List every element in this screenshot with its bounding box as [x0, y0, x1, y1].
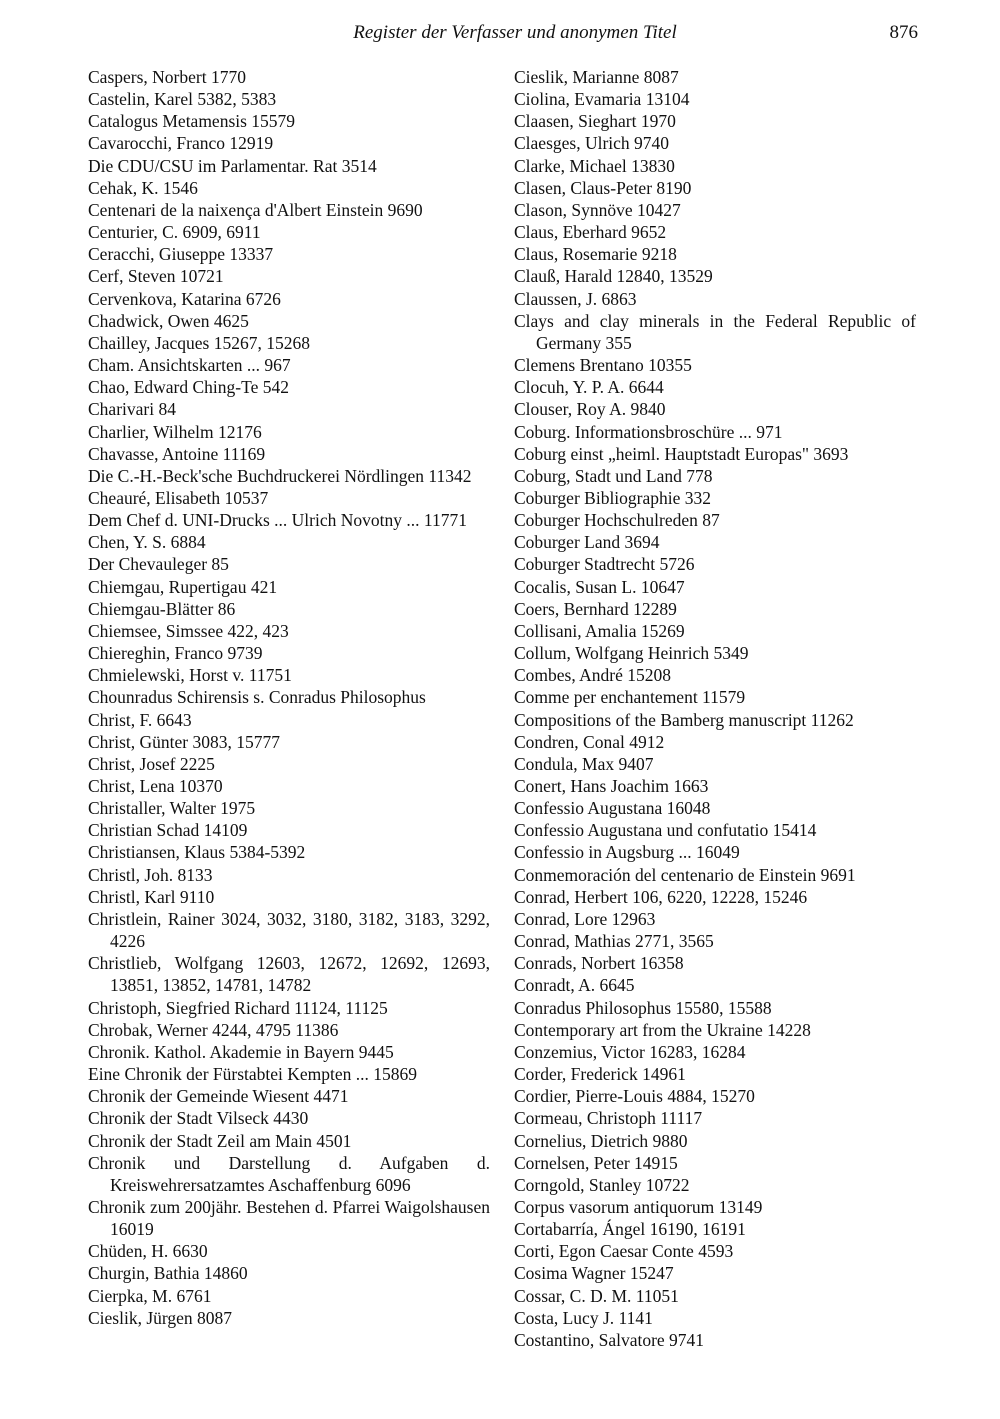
index-entry: Compositions of the Bamberg manuscript 11262 — [514, 709, 854, 730]
running-title: Register der Verfasser und anonymen Titel — [353, 22, 677, 43]
index-entry: Christ, Lena 10370 — [88, 776, 223, 796]
index-entry: Cheauré, Elisabeth 10537 — [88, 487, 269, 508]
index-entry: Christoph, Siegfried Richard 11124, 11125 — [88, 997, 388, 1018]
index-entry: Condren, Conal 4912 — [514, 731, 665, 752]
index-entry: Chounradus Schirensis s. Conradus Philosophus — [88, 687, 426, 708]
index-entry: Conert, Hans Joachim 1663 — [514, 776, 709, 796]
index-entry: Ceracchi, Giuseppe 13337 — [88, 244, 274, 265]
index-entry: Coburger Stadtrecht 5726 — [514, 554, 695, 575]
index-entry: Conrads, Norbert 16358 — [514, 953, 684, 974]
index-entry: Cormeau, Christoph 11117 — [514, 1108, 703, 1129]
index-entry: Conrad, Lore 12963 — [514, 908, 656, 929]
index-entry: Caspers, Norbert 1770 — [88, 67, 246, 87]
index-entry: Chiemgau, Rupertigau 421 — [88, 576, 278, 597]
index-entry: Chronik. Kathol. Akademie in Bayern 9445 — [88, 1041, 394, 1062]
index-entry: Chronik der Stadt Vilseck 4430 — [88, 1108, 309, 1129]
right-index-column — [514, 66, 916, 1351]
index-entry: Christiansen, Klaus 5384-5392 — [88, 842, 306, 863]
index-entry: Dem Chef d. UNI-Drucks ... Ulrich Novotny ... 11771 — [88, 510, 467, 531]
index-entry: Christ, F. 6643 — [88, 709, 192, 730]
index-entry: Cierpka, M. 6761 — [88, 1285, 212, 1306]
index-entry: Cocalis, Susan L. 10647 — [514, 576, 685, 597]
index-entry: Claus, Eberhard 9652 — [514, 222, 667, 243]
index-entry: Conzemius, Victor 16283, 16284 — [514, 1041, 746, 1062]
index-entry: Chronik der Gemeinde Wiesent 4471 — [88, 1086, 349, 1107]
index-entry: Chao, Edward Ching-Te 542 — [88, 377, 289, 398]
index-entry: Ciolina, Evamaria 13104 — [514, 89, 690, 110]
index-entry: Catalogus Metamensis 15579 — [88, 111, 296, 132]
index-entry: Christlieb, Wolfgang 12603, 12672, 12692, 12693, 13851, 13852, 14781, 14782 — [88, 953, 490, 996]
index-entry: Clauß, Harald 12840, 13529 — [514, 266, 713, 287]
index-entry: Chronik der Stadt Zeil am Main 4501 — [88, 1130, 352, 1151]
index-entry: Comme per enchantement 11579 — [514, 687, 746, 708]
index-entry: Coburger Land 3694 — [514, 532, 660, 553]
index-entry: Chiereghin, Franco 9739 — [88, 643, 263, 664]
index-entry: Chen, Y. S. 6884 — [88, 532, 206, 553]
index-entry: Christl, Karl 9110 — [88, 886, 215, 907]
index-entry: Chiemgau-Blätter 86 — [88, 598, 236, 619]
index-entry: Chavasse, Antoine 11169 — [88, 443, 266, 464]
index-entry: Clason, Synnöve 10427 — [514, 199, 681, 220]
index-entry: Cordier, Pierre-Louis 4884, 15270 — [514, 1086, 755, 1107]
index-entry: Cortabarría, Ángel 16190, 16191 — [514, 1219, 746, 1240]
index-entry: Clays and clay minerals in the Federal Republic of Germany 355 — [514, 310, 916, 353]
index-entry: Cieslik, Marianne 8087 — [514, 67, 679, 87]
index-entry: Charlier, Wilhelm 12176 — [88, 421, 262, 442]
index-entry: Coburger Hochschulreden 87 — [514, 510, 720, 531]
index-entry: Corngold, Stanley 10722 — [514, 1174, 690, 1195]
index-entry: Centurier, C. 6909, 6911 — [88, 222, 261, 243]
index-entry: Christlein, Rainer 3024, 3032, 3180, 3182, 3183, 3292, 4226 — [88, 908, 490, 952]
page-header — [88, 18, 918, 48]
index-entry: Chadwick, Owen 4625 — [88, 310, 249, 331]
index-entry: Clouser, Roy A. 9840 — [514, 399, 666, 420]
index-entry: Christ, Günter 3083, 15777 — [88, 731, 281, 752]
index-entry: Confessio Augustana und confutatio 15414 — [514, 820, 817, 841]
index-entry: Costa, Lucy J. 1141 — [514, 1307, 653, 1328]
index-entry: Chmielewski, Horst v. 11751 — [88, 665, 292, 686]
left-index-column — [88, 66, 490, 1329]
index-entry: Die C.-H.-Beck'sche Buchdruckerei Nördlingen 11342 — [88, 465, 472, 486]
index-entry: Die CDU/CSU im Parlamentar. Rat 3514 — [88, 155, 377, 176]
index-entry: Chiemsee, Simssee 422, 423 — [88, 620, 289, 641]
index-entry: Confessio Augustana 16048 — [514, 798, 711, 819]
index-entry: Coburg. Informationsbroschüre ... 971 — [514, 421, 783, 442]
index-entry: Chronik und Darstellung d. Aufgaben d. Kreiswehrersatzamtes Aschaffenburg 6096 — [88, 1152, 490, 1195]
index-entry: Cervenkova, Katarina 6726 — [88, 288, 281, 309]
index-entry: Clasen, Claus-Peter 8190 — [514, 177, 692, 198]
index-entry: Contemporary art from the Ukraine 14228 — [514, 1019, 811, 1040]
index-entry: Claussen, J. 6863 — [514, 288, 637, 309]
index-entry: Claasen, Sieghart 1970 — [514, 111, 676, 132]
index-entry: Claesges, Ulrich 9740 — [514, 133, 670, 154]
index-entry: Costantino, Salvatore 9741 — [514, 1329, 705, 1350]
index-entry: Corti, Egon Caesar Conte 4593 — [514, 1241, 734, 1262]
index-entry: Charivari 84 — [88, 399, 176, 420]
index-entry: Conmemoración del centenario de Einstein 9691 — [514, 864, 856, 885]
index-entry: Confessio in Augsburg ... 16049 — [514, 842, 740, 863]
index-entry: Combes, André 15208 — [514, 665, 672, 686]
index-entry: Conradt, A. 6645 — [514, 975, 635, 996]
index-entry: Condula, Max 9407 — [514, 753, 654, 774]
index-entry: Chrobak, Werner 4244, 4795 11386 — [88, 1019, 339, 1040]
page-number: 876 — [889, 22, 918, 43]
index-entry: Coburg, Stadt und Land 778 — [514, 465, 713, 486]
index-entry: Cosima Wagner 15247 — [514, 1263, 674, 1284]
index-entry: Corder, Frederick 14961 — [514, 1064, 686, 1085]
index-entry: Coburger Bibliographie 332 — [514, 487, 712, 508]
index-entry: Corpus vasorum antiquorum 13149 — [514, 1196, 763, 1217]
index-entry: Castelin, Karel 5382, 5383 — [88, 89, 277, 110]
index-entry: Conradus Philosophus 15580, 15588 — [514, 997, 772, 1018]
index-entry: Clemens Brentano 10355 — [514, 355, 692, 376]
index-entry: Cornelsen, Peter 14915 — [514, 1152, 678, 1173]
index-entry: Cehak, K. 1546 — [88, 177, 198, 198]
index-entry: Coburg einst „heiml. Hauptstadt Europas" 3693 — [514, 443, 849, 464]
index-entry: Chailley, Jacques 15267, 15268 — [88, 332, 310, 353]
index-entry: Eine Chronik der Fürstabtei Kempten ... 15869 — [88, 1064, 418, 1085]
index-entry: Clocuh, Y. P. A. 6644 — [514, 377, 664, 398]
index-entry: Der Chevauleger 85 — [88, 554, 229, 575]
index-entry: Cham. Ansichtskarten ... 967 — [88, 355, 291, 376]
index-entry: Clarke, Michael 13830 — [514, 155, 675, 176]
index-entry: Collum, Wolfgang Heinrich 5349 — [514, 643, 749, 664]
index-entry: Centenari de la naixença d'Albert Einstein 9690 — [88, 199, 423, 220]
index-entry: Christaller, Walter 1975 — [88, 798, 256, 819]
index-entry: Claus, Rosemarie 9218 — [514, 244, 677, 265]
index-entry: Cavarocchi, Franco 12919 — [88, 133, 274, 154]
index-entry: Christian Schad 14109 — [88, 820, 248, 841]
index-entry: Chronik zum 200jähr. Bestehen d. Pfarrei Waigolshausen 16019 — [88, 1196, 490, 1240]
index-entry: Cornelius, Dietrich 9880 — [514, 1130, 688, 1151]
index-entry: Cieslik, Jürgen 8087 — [88, 1307, 233, 1328]
index-entry: Christ, Josef 2225 — [88, 753, 215, 774]
index-entry: Chüden, H. 6630 — [88, 1241, 208, 1262]
index-entry: Churgin, Bathia 14860 — [88, 1263, 248, 1284]
index-entry: Conrad, Mathias 2771, 3565 — [514, 931, 714, 952]
index-entry: Coers, Bernhard 12289 — [514, 598, 677, 619]
index-entry: Collisani, Amalia 15269 — [514, 620, 685, 641]
index-entry: Christl, Joh. 8133 — [88, 864, 213, 885]
index-entry: Cerf, Steven 10721 — [88, 266, 224, 287]
index-entry: Conrad, Herbert 106, 6220, 12228, 15246 — [514, 886, 808, 907]
index-entry: Cossar, C. D. M. 11051 — [514, 1285, 679, 1306]
